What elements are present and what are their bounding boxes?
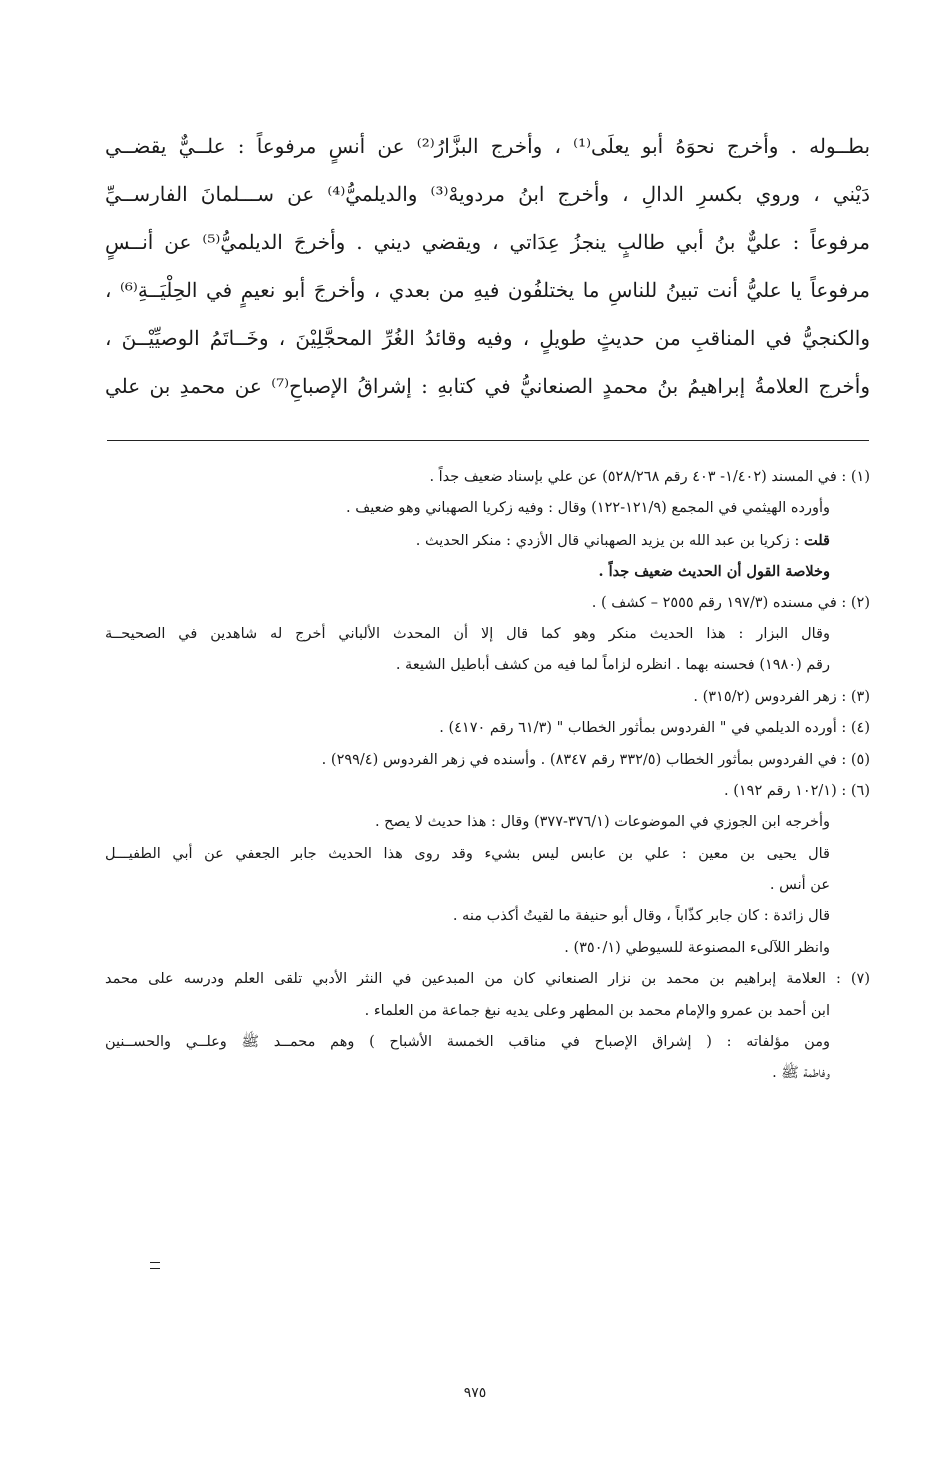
footnote-6-line: وأخرجه ابن الجوزي في الموضوعات (٣٧٦/١-٣٧٧) وقال : هذا حديث لا يصح .	[374, 814, 830, 831]
footnote-qultu-label: قلت	[804, 531, 830, 549]
footnote-7-line: ومن مؤلفاته : ( إشراق الإصباح في مناقب الخمسة الأشباح ) وهم محمــد ﷺ وعلــي والحســنين	[105, 1034, 830, 1051]
main-text-block	[105, 122, 870, 410]
footnote-2-line: رقم (١٩٨٠) فحسنه بهما . انظره لزاماً لما فيه من كشف أباطيل الشيعة .	[395, 657, 830, 674]
main-text-line: دَيْني ، وروي بكسرِ الدالِ ، وأخرج ابنُ مردويهْ⁽³⁾ والديلميُّ⁽⁴⁾ عن ســـلمانَ الفارســيِّ	[105, 182, 870, 206]
end-mark	[150, 1262, 160, 1269]
main-text-line: والكنجيُّ في المناقبِ من حديثٍ طويلٍ ، وفيه وقائدُ الغُرِّ المحجَّلِيْنَ ، وخَــاتَمُ الوصيِّيْــنَ ،	[105, 326, 870, 350]
footnote-6-line: عن أنس .	[769, 877, 830, 894]
footnote-6-line: قال زائدة : كان جابر كذّاباً ، وقال أبو حنيفة ما لقيتُ أكذب منه .	[452, 908, 830, 925]
main-text-line: مرفوعاً : عليٌّ بنُ أبي طالبٍ ينجزُ عِدَاتي ، ويقضي ديني . وأخرجَ الديلميُّ⁽⁵⁾ عن أنــسٍ	[105, 230, 870, 254]
footnote-3: (٣) : زهر الفردوس (٣١٥/٢) .	[693, 688, 870, 705]
main-text-line: مرفوعاً يا عليُّ أنت تبينُ للناسِ ما يختلفُون فيهِ من بعدي ، وأخرجَ أبو نعيمٍ في الحِلْيَــةِ⁽⁶⁾ ،	[105, 278, 870, 302]
footnote-1-text: : زكريا بن عبد الله بن يزيد الصهباني قال الأزدي : منكر الحديث .	[415, 532, 805, 549]
footnote-7-line: ابن أحمد بن عمرو والإمام محمد بن المطهر وعلى يديه نبغ جماعة من العلماء .	[364, 1002, 830, 1019]
footnote-6-line: وانظر اللآلىء المصنوعة للسيوطي (٣٥٠/١) .	[564, 939, 830, 956]
footnote-2-line: وقال البزار : هذا الحديث منكر وهو كما قال إلا أن المحدث الألباني أخرج له شاهدين في الصحيحــة	[105, 625, 830, 642]
main-text-line: بطــوله . وأخرج نحوَهُ أبو يعلَى⁽¹⁾ ، وأخرج البزَّارُ⁽²⁾ عن أنسٍ مرفوعاً : علــيٌّ يقضــي	[105, 134, 870, 158]
footnote-separator	[107, 440, 869, 441]
footnotes-block	[105, 462, 870, 1090]
footnote-2-line: (٢) : في مسنده (١٩٧/٣ رقم ٢٥٥٥ – كشف ) .	[591, 594, 870, 611]
footnote-1-line: (١) : في المسند (١/٤٠٢- ٤٠٣ رقم ٥٢٨/٢٦٨) عن علي بإسناد ضعيف جداً .	[429, 469, 870, 485]
footnote-5: (٥) : في الفردوس بمأثور الخطاب (٣٣٢/٥ رقم ٨٣٤٧) . وأسنده في زهر الفردوس (٢٩٩/٤) .	[321, 751, 870, 768]
page-number: ٩٧٥	[463, 1385, 487, 1401]
footnote-7-line: وفاطمة ﷺ .	[772, 1065, 830, 1082]
footnote-7-line: (٧) : العلامة إبراهيم بن محمد بن نزار الصنعاني كان من المبدعين في النثر الأدبي تلقى العلم ودرسه على محمد	[105, 971, 870, 988]
footnote-6-line: قال يحيى بن معين : علي بن عابس ليس بشيء وقد روى هذا الحديث جابر الجعفي عن أبي الطفيـــل	[105, 845, 830, 862]
footnote-6-line: (٦) : (١٠٢/١ رقم ١٩٢) .	[723, 782, 870, 799]
footnote-1-line: وأورده الهيثمي في المجمع (١٢١/٩-١٢٢) وقال : وفيه زكريا الصهباني وهو ضعيف .	[346, 500, 830, 517]
footnote-4: (٤) : أورده الديلمي في " الفردوس بمأثور الخطاب " (٦١/٣ رقم ٤١٧٠) .	[439, 720, 870, 737]
main-text-line: وأخرج العلامةُ إبراهيمُ بنُ محمدٍ الصنعانيُّ في كتابهِ : إشراقُ الإصباحِ⁽⁷⁾ عن محمدِ بن علي	[105, 374, 870, 398]
footnote-1-line	[105, 525, 870, 556]
footnote-1-conclusion: وخلاصة القول أن الحديث ضعيف جداً .	[598, 563, 830, 581]
